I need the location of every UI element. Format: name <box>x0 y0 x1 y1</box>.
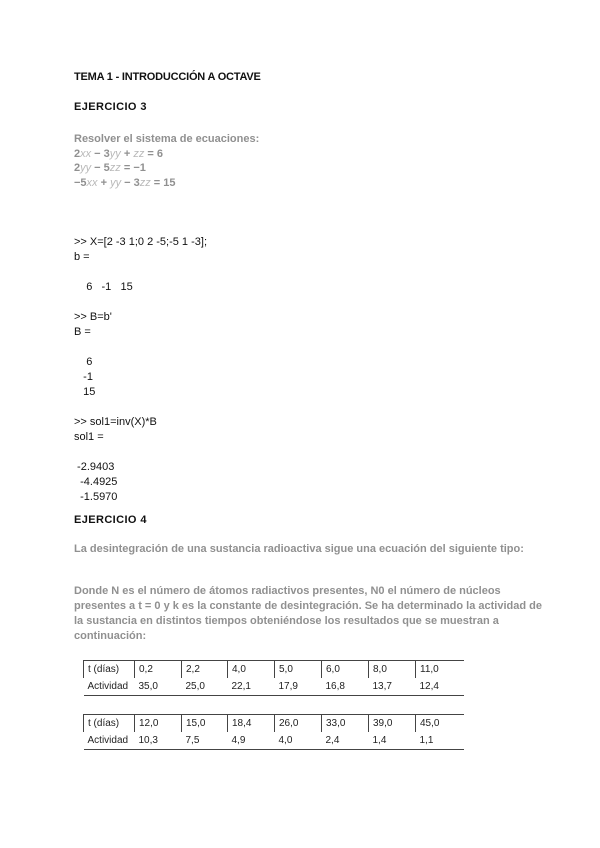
exercise-3-heading: EJERCICIO 3 <box>74 101 147 113</box>
code-line: -2.9403 <box>74 461 115 473</box>
code-line <box>74 295 207 310</box>
table-cell: 35,0 <box>138 681 158 692</box>
code-line: -1.5970 <box>74 491 118 503</box>
data-table-1 <box>83 660 464 696</box>
table-row <box>84 661 465 679</box>
code-line: >> X=[2 -3 1;0 2 -5;-5 1 -3]; <box>74 236 207 248</box>
data-table-2 <box>83 714 464 750</box>
table-cell: 39,0 <box>369 715 416 733</box>
code-line: 6 <box>74 356 93 368</box>
exercise-4-description: Donde N es el número de átomos radiactivos presentes, N0 el número de núcleos presentes a t = 0 y k es la constante de desintegración. Se ha determinado la actividad de la sustancia en distintos tiempos obteniéndose los resultados que se muestran a continuación: <box>74 585 542 642</box>
code-line <box>74 265 207 280</box>
code-line: >> sol1=inv(X)*B <box>74 416 157 428</box>
table-cell: 25,0 <box>185 681 205 692</box>
table-cell: 4,0 <box>278 735 293 746</box>
table-cell: 2,4 <box>325 735 340 746</box>
code-line: 6 -1 15 <box>74 281 133 293</box>
table-cell: 33,0 <box>322 715 369 733</box>
code-line <box>74 400 207 415</box>
table-cell: 8,0 <box>369 661 416 679</box>
table-cell: 12,4 <box>419 681 439 692</box>
table-cell: 45,0 <box>416 715 465 733</box>
table-cell: 15,0 <box>182 715 228 733</box>
table-row <box>84 678 465 696</box>
table-cell: 1,4 <box>372 735 387 746</box>
table-cell: 7,5 <box>185 735 200 746</box>
octave-session <box>74 220 207 520</box>
code-line: sol1 = <box>74 431 104 443</box>
table-cell: t (días) <box>84 715 135 733</box>
table-cell: 16,8 <box>325 681 345 692</box>
equation-3: −5xx + yy − 3zz = 15 <box>74 176 176 189</box>
table-cell: 22,1 <box>231 681 251 692</box>
table-cell: 0,2 <box>135 661 182 679</box>
equation-2: 2yy − 5zz = −1 <box>74 162 146 174</box>
document-title: TEMA 1 - INTRODUCCIÓN A OCTAVE <box>74 71 261 83</box>
code-line: B = <box>74 326 91 338</box>
table-row <box>84 715 465 733</box>
exercise-3-statement <box>74 132 259 190</box>
code-line: -4.4925 <box>74 476 118 488</box>
table-row <box>84 732 465 750</box>
table-cell: 10,3 <box>138 735 158 746</box>
code-line <box>74 340 207 355</box>
code-line: -1 <box>74 371 93 383</box>
code-line: >> B=b' <box>74 311 112 323</box>
table-cell: 1,1 <box>419 735 434 746</box>
table-cell: 12,0 <box>135 715 182 733</box>
table-cell: 13,7 <box>372 681 392 692</box>
statement-label: Resolver el sistema de ecuaciones: <box>74 133 260 145</box>
table-cell: 17,9 <box>278 681 298 692</box>
table-cell: 4,9 <box>231 735 246 746</box>
table-cell: Actividad <box>87 735 129 746</box>
code-line: b = <box>74 251 90 263</box>
table-cell: 2,2 <box>182 661 228 679</box>
table-cell: t (días) <box>84 661 135 679</box>
exercise-4-intro: La desintegración de una sustancia radioactiva sigue una ecuación del siguiente tipo: <box>74 543 524 555</box>
code-line: 15 <box>74 386 96 398</box>
code-line <box>74 445 207 460</box>
exercise-4-heading: EJERCICIO 4 <box>74 514 147 526</box>
table-cell: Actividad <box>87 681 129 692</box>
table-cell: 4,0 <box>228 661 275 679</box>
table-cell: 18,4 <box>228 715 275 733</box>
table-cell: 11,0 <box>416 661 465 679</box>
table-cell: 6,0 <box>322 661 369 679</box>
table-cell: 5,0 <box>275 661 322 679</box>
equation-1: 2xx − 3yy + zz = 6 <box>74 147 163 160</box>
table-cell: 26,0 <box>275 715 322 733</box>
